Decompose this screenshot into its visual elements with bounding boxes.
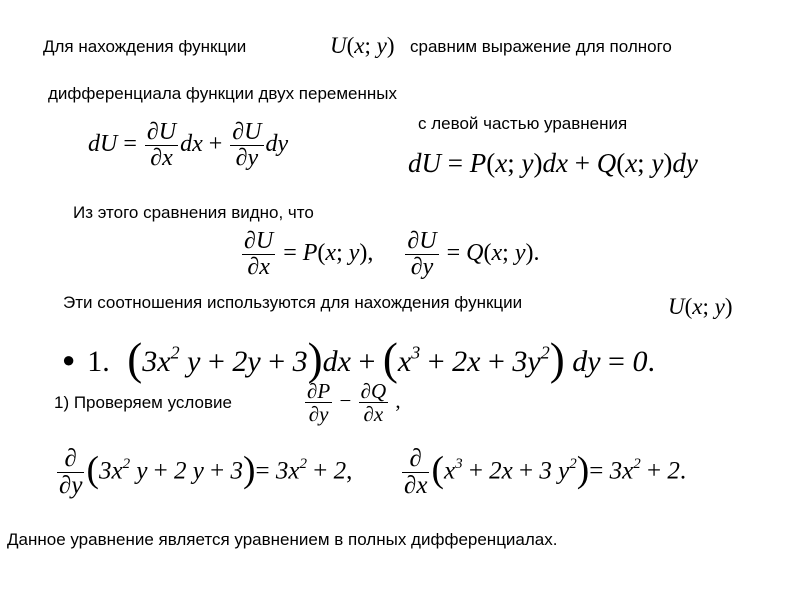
function-u-xy-second: U(x; y) — [668, 294, 733, 319]
formula-du-equation: dU = P(x; y)dx + Q(x; y)dy — [408, 148, 698, 178]
intro-text-start: Для нахождения функции — [43, 37, 247, 56]
formula-partial-relations: $\frac{\partial U}{\partial x}$ = P(x; y), $\frac{\partial U}{\partial y}$ = Q(x; y). — [244, 228, 540, 281]
derivative-by-y: $\frac{\partial}{\partial y}$ ($3x^2$ y + 2 $y + 3)= 3x^2 + 2$, — [59, 445, 353, 500]
left-side-label: с левой частью уравнения — [418, 114, 628, 133]
derivative-by-x: $\frac{\partial}{\partial x}$ ($x^3 + 2x + 3$ $y^2)= 3x^2 + 2$. — [404, 445, 687, 500]
formula-total-differential: dU = $\frac{\partial U}{\partial x}$ dx + $\frac{\partial U}{\partial y}$ dy — [88, 119, 289, 172]
intro-text-end: сравним выражение для полного — [410, 37, 672, 56]
function-u-xy: U(x; y) — [330, 33, 395, 58]
relations-note: Эти соотношения используются для нахождения функции — [63, 293, 523, 312]
formula-condition: $\frac{\partial P}{\partial y}$ − $\frac{\partial Q}{\partial x}$ , — [307, 379, 401, 427]
comparison-intro: Из этого сравнения видно, что — [73, 203, 314, 222]
example-equation: ● 1. ($3x^2$ $y + 2y + 3)dx + (x^3 + 2x + 3y^2)$ dy = 0. — [62, 334, 655, 384]
conclusion: Данное уравнение является уравнением в полных дифференциалах. — [7, 530, 558, 549]
step1-check: 1) Проверяем условие — [54, 393, 232, 412]
intro-text-line2: дифференциала функции двух переменных — [48, 84, 398, 103]
